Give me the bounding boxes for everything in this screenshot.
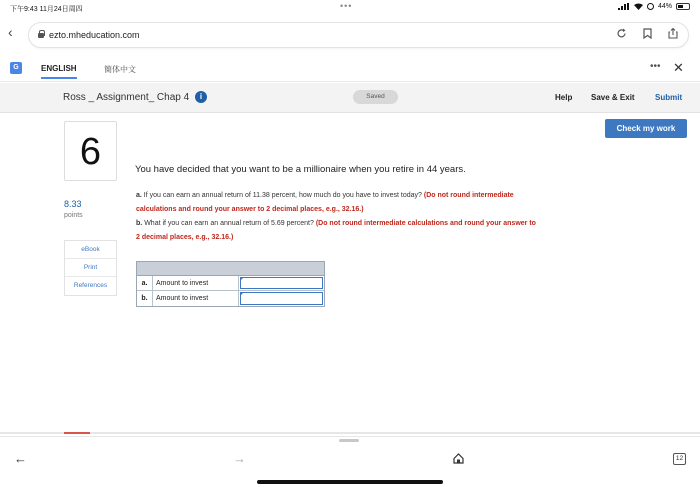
progress-marker: [64, 432, 90, 434]
status-dots: •••: [340, 1, 353, 11]
translate-bar: [0, 58, 700, 82]
part-a-note: (Do not round intermediate calculations and round your answer to 2 decimal places, e.g., 32.16.): [136, 192, 514, 213]
back-arrow-icon[interactable]: ←: [14, 451, 27, 466]
points-label: points: [64, 212, 83, 219]
row-label: b.: [137, 291, 153, 306]
assignment-title: Ross _ Assignment_ Chap 4: [63, 92, 190, 103]
row-description: Amount to invest: [153, 276, 239, 290]
battery-percent: 44%: [657, 3, 672, 10]
home-icon[interactable]: [453, 453, 464, 464]
tabs-count-icon[interactable]: 12: [673, 453, 686, 465]
url-text: ezto.mheducation.com: [49, 30, 140, 40]
answer-table-header: [137, 262, 324, 276]
amount-input-b[interactable]: [240, 292, 323, 305]
url-actions: [616, 28, 678, 39]
answer-table: [136, 261, 325, 307]
ebook-link[interactable]: eBook: [65, 241, 116, 259]
google-translate-icon: G: [10, 62, 22, 74]
tab-chinese[interactable]: 簡体中文: [104, 65, 136, 74]
reload-icon[interactable]: [616, 28, 627, 39]
part-b-label: b.: [136, 220, 143, 227]
amount-input-a[interactable]: [240, 277, 323, 289]
question-part-a: [136, 189, 536, 217]
lock-icon: [38, 30, 44, 38]
progress-track: [0, 432, 700, 434]
row-label: a.: [137, 276, 153, 290]
share-icon[interactable]: [668, 28, 678, 39]
part-a-text: If you can earn an annual return of 11.38 percent, how much do you have to invest today?: [143, 192, 422, 199]
resources-panel: [64, 240, 117, 296]
points-value: 8.33: [64, 199, 82, 209]
more-options-icon[interactable]: •••: [650, 61, 661, 72]
help-button[interactable]: Help: [555, 93, 573, 102]
question-intro: You have decided that you want to be a millionaire when you retire in 44 years.: [135, 164, 466, 175]
assignment-header: [0, 83, 700, 113]
row-description: Amount to invest: [153, 291, 239, 306]
part-b-note: (Do not round intermediate calculations and round your answer to 2 decimal places, e.g., 32.16.): [136, 220, 536, 241]
references-link[interactable]: References: [73, 282, 108, 289]
status-bar: [0, 0, 700, 16]
check-my-work-button[interactable]: Check my work: [605, 119, 687, 138]
submit-button[interactable]: Submit: [655, 93, 683, 102]
bottom-toolbar: [0, 436, 700, 487]
part-b-text: What if you can earn an annual return of 5.69 percent?: [144, 220, 314, 227]
print-link[interactable]: Print: [65, 259, 116, 277]
url-field[interactable]: [28, 22, 689, 48]
close-icon[interactable]: ✕: [673, 60, 684, 75]
part-a-label: a.: [136, 192, 142, 199]
question-part-b: [136, 217, 536, 245]
tab-english[interactable]: ENGLISH: [41, 64, 77, 79]
home-indicator: [257, 480, 443, 484]
bookmark-icon[interactable]: [643, 28, 652, 39]
forward-arrow-icon[interactable]: →: [233, 451, 246, 466]
grab-handle[interactable]: [339, 439, 359, 442]
saved-badge: Saved: [353, 90, 398, 104]
focus-icon: [647, 3, 654, 10]
save-exit-button[interactable]: Save & Exit: [591, 93, 635, 102]
browser-back-icon[interactable]: ‹: [8, 24, 13, 40]
wifi-icon: [634, 3, 643, 10]
battery-icon: [676, 3, 690, 10]
question-number: 6: [64, 121, 117, 181]
address-row: [0, 18, 700, 48]
status-time: 下午9:43 11月24日周四: [10, 6, 83, 13]
status-right: [618, 3, 690, 10]
table-row: [137, 276, 324, 291]
info-icon[interactable]: i: [195, 91, 207, 103]
signal-icon: [618, 3, 630, 10]
table-row: [137, 291, 324, 306]
